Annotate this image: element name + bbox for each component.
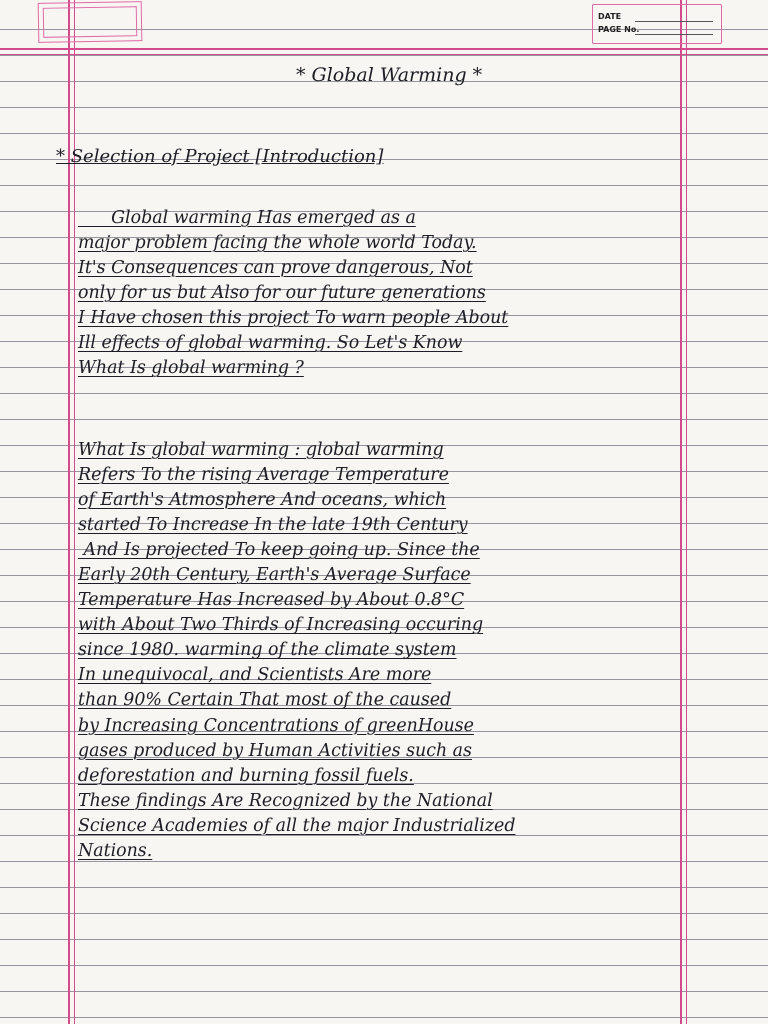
date-page-box	[592, 4, 722, 44]
text-line: by Increasing Concentrations of greenHouse	[78, 715, 474, 736]
page-title: * Global Warming *	[296, 64, 483, 86]
text-line: And Is projected To keep going up. Since the	[78, 540, 480, 561]
text-line: It's Consequences can prove dangerous, Not	[78, 258, 473, 279]
text-line: only for us but Also for our future generations	[78, 283, 486, 304]
text-line: of Earth's Atmosphere And oceans, which	[78, 490, 447, 511]
page-number-label: PAGE No.	[598, 25, 640, 34]
text-line: than 90% Certain That most of the caused	[78, 690, 452, 711]
text-line: Nations.	[78, 840, 153, 861]
text-line: Early 20th Century, Earth's Average Surface	[78, 565, 471, 586]
top-margin-line	[0, 48, 768, 50]
section-heading: * Selection of Project [Introduction]	[56, 146, 384, 167]
text-line: Ill effects of global warming. So Let's Know	[78, 333, 463, 354]
text-line: deforestation and burning fossil fuels.	[78, 765, 414, 786]
definition-paragraph	[78, 438, 768, 864]
introduction-paragraph	[78, 206, 768, 381]
text-line: Refers To the rising Average Temperature	[78, 465, 449, 486]
text-line: since 1980. warming of the climate system	[78, 640, 457, 661]
text-line: What Is global warming ?	[78, 358, 304, 379]
text-line: Temperature Has Increased by About 0.8°C	[78, 590, 465, 611]
text-line: Global warming Has emerged as a	[78, 208, 416, 228]
top-margin-line-inner	[0, 54, 768, 55]
notebook-stamp	[38, 1, 143, 43]
text-line: I Have chosen this project To warn people About	[78, 308, 509, 329]
text-line: These findings Are Recognized by the National	[78, 790, 493, 811]
text-line: major problem facing the whole world Today.	[78, 233, 477, 254]
text-line: In unequivocal, and Scientists Are more	[78, 665, 432, 686]
text-line: with About Two Thirds of Increasing occuring	[78, 615, 484, 636]
text-line: started To Increase In the late 19th Century	[78, 515, 468, 536]
text-line: Science Academies of all the major Industrialized	[78, 815, 516, 836]
date-label: DATE	[598, 12, 622, 21]
text-line: What Is global warming : global warming	[78, 440, 444, 460]
text-line: gases produced by Human Activities such as	[78, 740, 472, 761]
